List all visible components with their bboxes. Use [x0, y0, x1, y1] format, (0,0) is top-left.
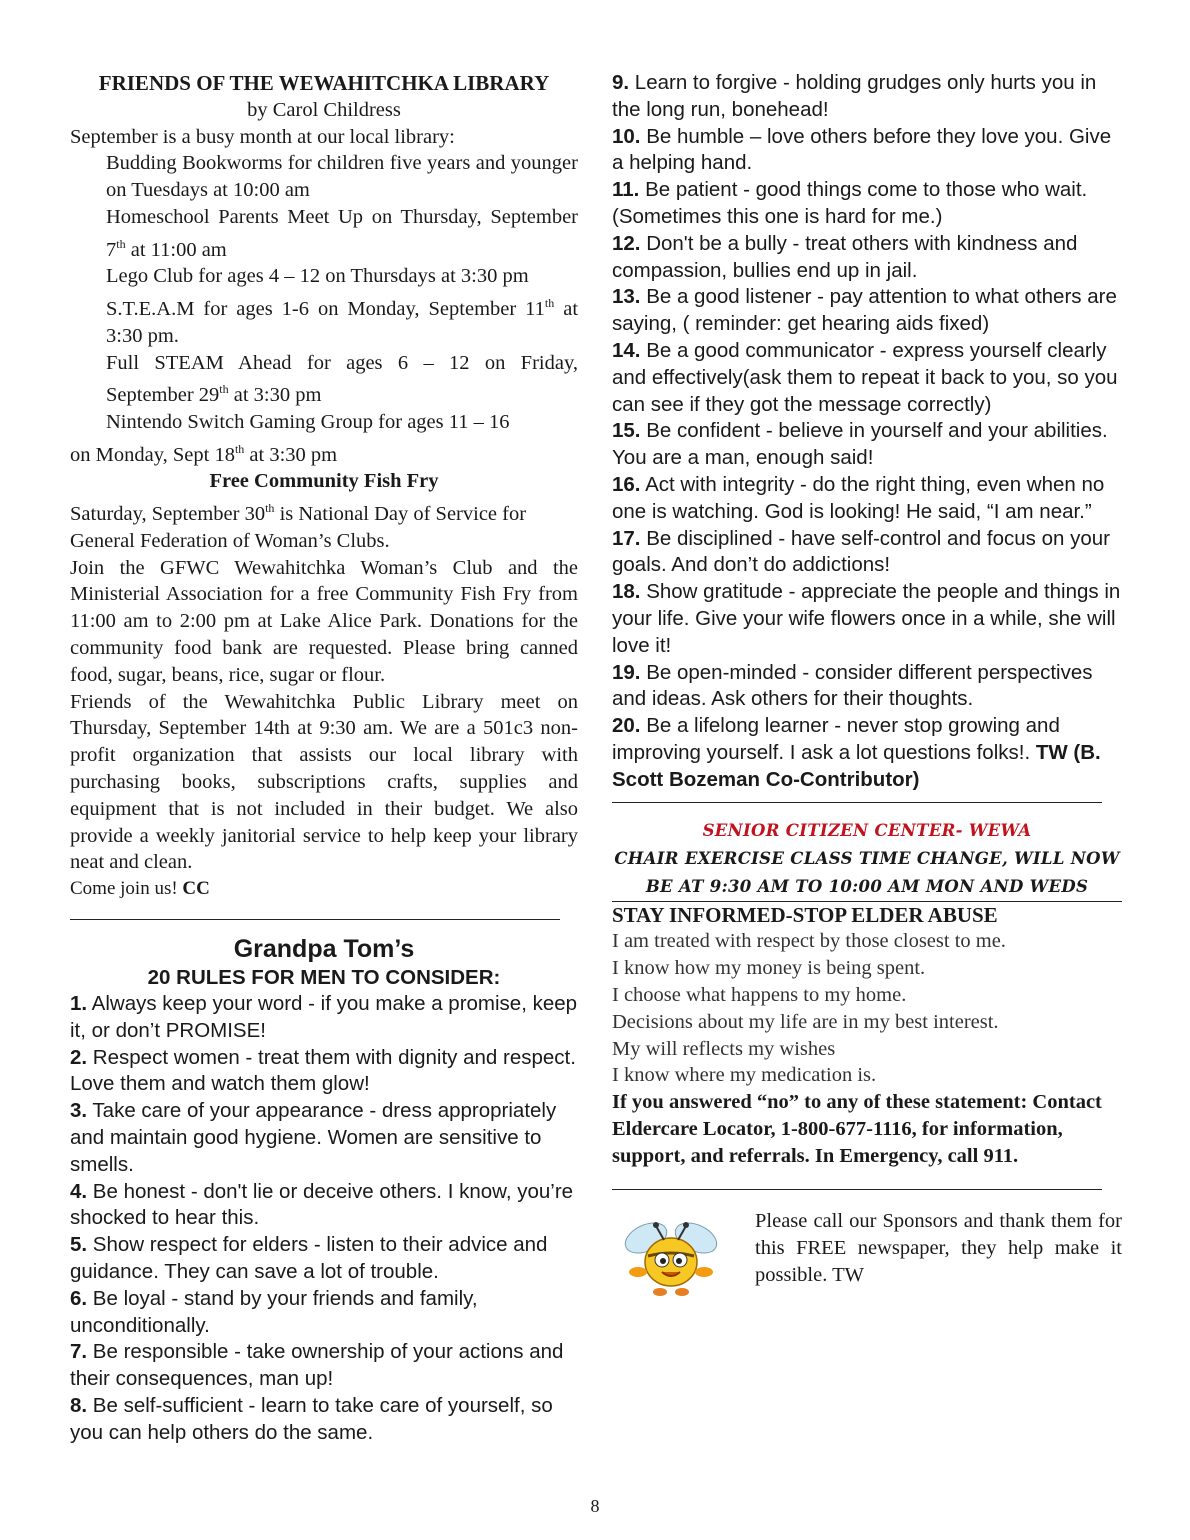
- rule-item: [612, 526, 1122, 580]
- rule-text: Be a good listener - pay attention to what others are saying, ( reminder: get hearing aids fixed): [612, 285, 1117, 336]
- rule-text: Be self-sufficient - learn to take care of yourself, so you can help others do the same.: [70, 1394, 553, 1444]
- divider: [612, 802, 1102, 803]
- fish-fry-day: Saturday, September 30th is National Day of Service for General Federation of Woman’s Clubs.: [70, 501, 527, 552]
- rule-number: 12.: [612, 231, 641, 255]
- elder-checklist-line: I choose what happens to my home.: [612, 983, 907, 1006]
- elder-checklist-line: I know where my medication is.: [612, 1064, 877, 1087]
- rule-number: 1.: [70, 992, 88, 1016]
- sponsor-text: Please call our Sponsors and thank them for this FREE newspaper, they help make it possible. TW: [755, 1210, 1122, 1287]
- rules-list-left: [70, 991, 578, 1447]
- rule-item: [70, 1339, 578, 1393]
- event-nintendo: Nintendo Switch Gaming Group for ages 11 – 16 on Monday, Sept 18th at 3:30 pm: [70, 411, 510, 466]
- rule-number: 8.: [70, 1394, 88, 1417]
- rule-number: 11.: [612, 178, 640, 202]
- divider: [612, 1189, 1102, 1190]
- rule-text: Be humble – love others before they love you. Give a helping hand.: [612, 124, 1112, 175]
- right-column: [612, 70, 1122, 1304]
- rule-text: Act with integrity - do the right thing, even when no one is watching. God is looking! He said, “I am near.”: [612, 472, 1105, 523]
- rule-text: Show respect for elders - listen to their advice and guidance. They can save a lot of trouble.: [70, 1233, 548, 1284]
- senior-center-notice: [612, 817, 1122, 901]
- rule-item: [612, 70, 1122, 124]
- rule-number: 3.: [70, 1099, 88, 1123]
- rule-number: 19.: [612, 660, 641, 684]
- rule-item: [70, 1179, 578, 1233]
- rule-number: 9.: [612, 71, 630, 94]
- bee-icon: [616, 1210, 726, 1302]
- fish-fry-details: Join the GFWC Wewahitchka Woman’s Club and the Ministerial Association for a free Community Fish Fry from 11:00 am to 2:00 pm at Lake Alice Park. Donations for the community food bank are requested. Please bring canned food, sugar, beans, rice, sugar or flour.: [70, 556, 578, 686]
- rule-text: Be confident - believe in yourself and your abilities. You are a man, enough said!: [612, 419, 1108, 470]
- rule-item: [612, 284, 1122, 338]
- friends-meeting: Friends of the Wewahitchka Public Library meet on Thursday, September 14th at 9:30 am. We are a 501c3 non-profit organization that assists our local library with purchasing books, subscriptions crafts, supplies and equipment that is not included in their budget. We also provide a weekly janitorial service to help keep your library neat and clean.: [70, 690, 578, 874]
- rule-item: [612, 579, 1122, 659]
- elder-contact: If you answered “no” to any of these statement: Contact Eldercare Locator, 1-800-677-1116, for information, support, and referrals. In Emergency, call 911.: [612, 1091, 1102, 1167]
- rule-number: 17.: [612, 526, 641, 550]
- rule-number: 6.: [70, 1286, 88, 1310]
- library-article: [70, 70, 578, 903]
- event-steam: S.T.E.A.M for ages 1-6 on Monday, September 11th at 3:30 pm.: [106, 296, 579, 347]
- divider: [70, 919, 560, 920]
- rule-number: 20.: [612, 714, 641, 738]
- elder-checklist: [612, 928, 1122, 1089]
- rule-number: 10.: [612, 124, 641, 148]
- rule-number: 4.: [70, 1179, 88, 1203]
- senior-line-2: BE AT 9:30 AM TO 10:00 AM MON AND WEDS: [645, 876, 1089, 896]
- event-homeschool: Homeschool Parents Meet Up on Thursday, September 7th at 11:00 am: [106, 205, 578, 261]
- library-intro: September is a busy month at our local library:: [70, 125, 455, 148]
- senior-title: SENIOR CITIZEN CENTER- WEWA: [702, 820, 1032, 840]
- rule-number: 18.: [612, 580, 641, 604]
- rule-item: [70, 1098, 578, 1178]
- rule-text: Be honest - don't lie or deceive others. I know, you’re shocked to hear this.: [70, 1179, 574, 1230]
- rule-number: 15.: [612, 419, 641, 443]
- rule-item: [70, 1286, 578, 1340]
- rule-item: [70, 991, 578, 1045]
- event-budding-bookworms: Budding Bookworms for children five years and younger on Tuesdays at 10:00 am: [106, 152, 578, 202]
- rules-list-right: [612, 70, 1122, 794]
- grandpa-title: Grandpa Tom’s: [233, 935, 415, 964]
- rule-item: [612, 472, 1122, 526]
- rule-number: 14.: [612, 338, 641, 362]
- rule-text: Be loyal - stand by your friends and family, unconditionally.: [70, 1286, 478, 1337]
- sponsor-note: [612, 1208, 1122, 1304]
- senior-line-1: CHAIR EXERCISE CLASS TIME CHANGE, WILL NOW: [614, 848, 1120, 868]
- rule-item: [612, 338, 1122, 418]
- elder-checklist-line: I am treated with respect by those closest to me.: [612, 930, 1006, 953]
- fish-fry-title: Free Community Fish Fry: [209, 470, 439, 493]
- grandpa-article-continued: [612, 70, 1122, 794]
- rule-number: 16.: [612, 472, 641, 496]
- rule-item: [612, 660, 1122, 714]
- rule-item: [612, 124, 1122, 178]
- grandpa-article: [70, 934, 578, 1447]
- rule-text: Don't be a bully - treat others with kindness and compassion, bullies end up in jail.: [612, 231, 1078, 282]
- rule-text: Be responsible - take ownership of your actions and their consequences, man up!: [70, 1340, 564, 1391]
- rule-text: Always keep your word - if you make a promise, keep it, or don’t PROMISE!: [70, 992, 578, 1042]
- rule-item: [70, 1393, 578, 1447]
- rule-number: 13.: [612, 285, 641, 309]
- elder-checklist-line: Decisions about my life are in my best interest.: [612, 1010, 999, 1033]
- rule-item: [612, 418, 1122, 472]
- rule-item: [70, 1232, 578, 1286]
- rule-item: [70, 1045, 578, 1099]
- rule-item: [612, 231, 1122, 285]
- elder-checklist-line: I know how my money is being spent.: [612, 957, 926, 980]
- event-full-steam: Full STEAM Ahead for ages 6 – 12 on Friday, September 29th at 3:30 pm: [106, 351, 578, 407]
- elder-checklist-line: My will reflects my wishes: [612, 1037, 836, 1060]
- rules-signature: TW (B. Scott Bozeman Co-Contributor): [612, 740, 1101, 791]
- rule-item: [612, 713, 1122, 793]
- elder-title: STAY INFORMED-STOP ELDER ABUSE: [612, 902, 998, 927]
- rule-item: [612, 177, 1122, 231]
- rule-text: Learn to forgive - holding grudges only hurts you in the long run, bonehead!: [612, 71, 1097, 121]
- rule-number: 7.: [70, 1340, 88, 1364]
- page-number: 8: [590, 1496, 600, 1516]
- rule-text: Be a lifelong learner - never stop growing and improving yourself. I ask a lot questions folks!.: [612, 714, 1060, 764]
- library-title: FRIENDS OF THE WEWAHITCHKA LIBRARY: [98, 71, 550, 95]
- rule-text: Be a good communicator - express yourself clearly and effectively(ask them to repeat it back to you, so you can see if they got the message correctly): [612, 338, 1118, 416]
- elder-abuse-article: [612, 902, 1122, 1170]
- rule-number: 2.: [70, 1045, 88, 1069]
- library-closing: Come join us! CC: [70, 878, 210, 900]
- rule-text: Be disciplined - have self-control and focus on your goals. And don’t do addictions!: [612, 526, 1110, 577]
- rule-number: 5.: [70, 1233, 88, 1257]
- left-column: [70, 70, 578, 1447]
- rule-text: Show gratitude - appreciate the people and things in your life. Give your wife flowers once in a while, she will love it!: [612, 580, 1121, 657]
- rule-text: Take care of your appearance - dress appropriately and maintain good hygiene. Women are sensitive to smells.: [70, 1099, 557, 1176]
- event-lego-club: Lego Club for ages 4 – 12 on Thursdays at 3:30 pm: [106, 265, 529, 288]
- rule-text: Respect women - treat them with dignity and respect. Love them and watch them glow!: [70, 1045, 576, 1096]
- library-byline: by Carol Childress: [247, 98, 401, 121]
- grandpa-subtitle: 20 RULES FOR MEN TO CONSIDER:: [147, 966, 501, 990]
- rule-text: Be patient - good things come to those who wait. (Sometimes this one is hard for me.): [612, 178, 1088, 228]
- rule-text: Be open-minded - consider different perspectives and ideas. Ask others for their thoughts.: [612, 660, 1093, 711]
